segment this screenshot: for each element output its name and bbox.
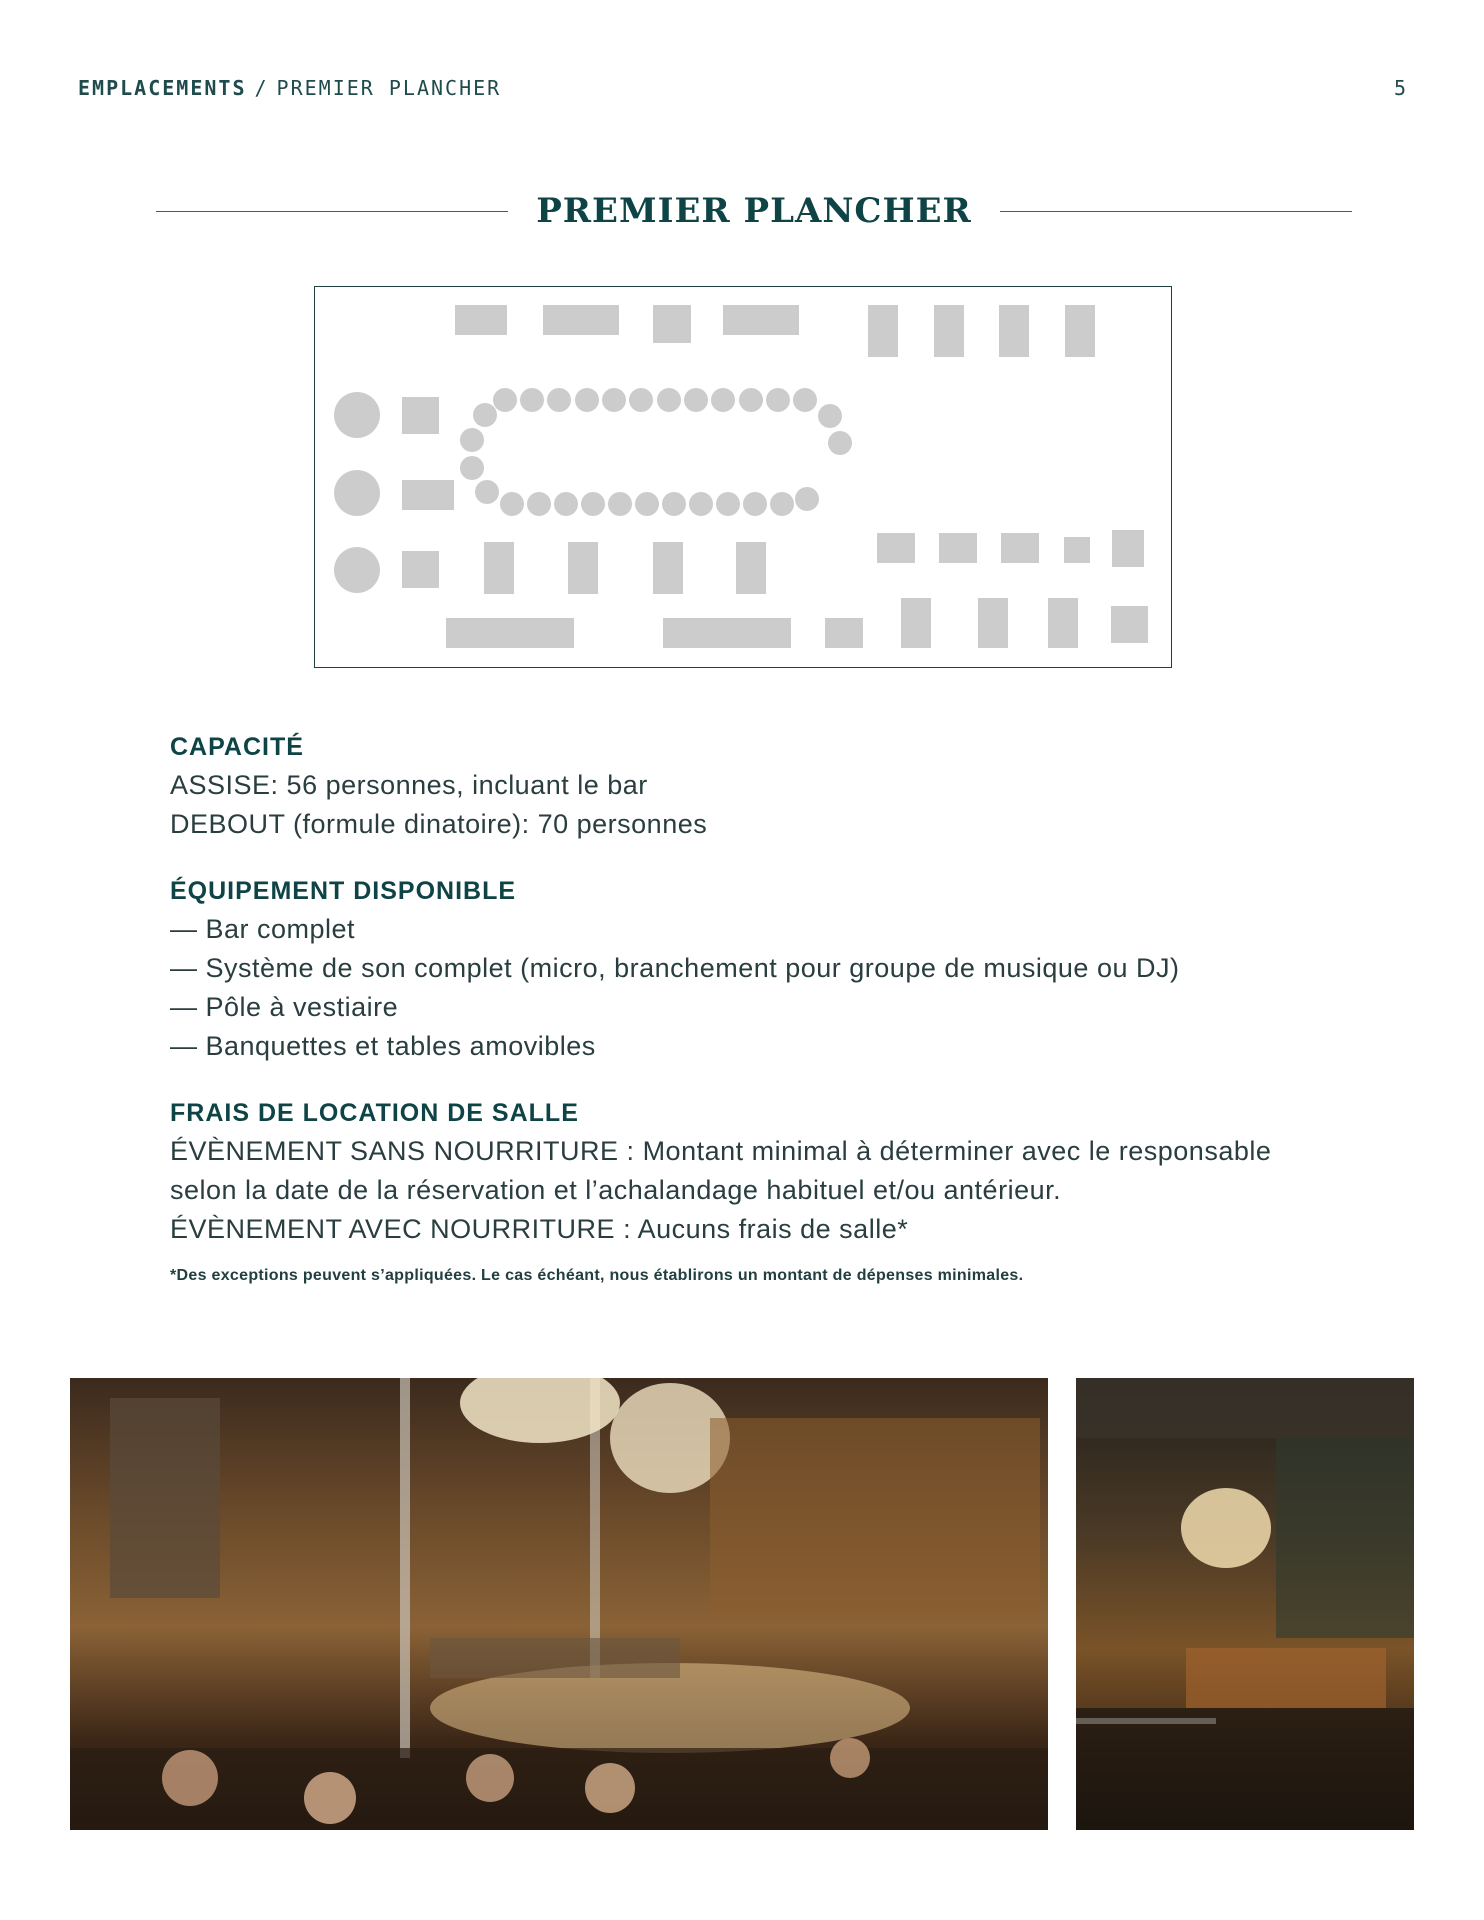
page-title: PREMIER PLANCHER [536, 191, 972, 231]
table [653, 305, 691, 343]
restaurant-photo-secondary-image [1076, 1378, 1414, 1830]
restaurant-photo-main-image [70, 1378, 1048, 1830]
bar-stool [629, 388, 653, 412]
equipment-item: — Bar complet [170, 914, 356, 944]
capacity-section [170, 728, 1370, 844]
title-bar [156, 186, 1352, 236]
table [723, 305, 799, 335]
table [484, 542, 514, 594]
restaurant-photo-main [70, 1378, 1048, 1830]
equipment-item: — Système de son complet (micro, branchement pour groupe de musique ou DJ) [170, 953, 1180, 983]
floor-plan-drawing [315, 287, 1170, 666]
table [868, 305, 898, 357]
bar-stool [575, 388, 599, 412]
table [1112, 530, 1144, 567]
table [825, 618, 863, 648]
bar-stool [684, 388, 708, 412]
breadcrumb-subsection: PREMIER PLANCHER [276, 76, 502, 100]
bar-stool [795, 487, 819, 511]
round-table [334, 392, 380, 438]
bar-stool [500, 492, 524, 516]
equipment-heading: ÉQUIPEMENT DISPONIBLE [170, 877, 517, 905]
equipment-item: — Banquettes et tables amovibles [170, 1031, 596, 1061]
info-content [170, 728, 1370, 1285]
capacity-line: DEBOUT (formule dinatoire): 70 personnes [170, 809, 708, 839]
table [978, 598, 1008, 648]
bar-stool [657, 388, 681, 412]
breadcrumb-section: EMPLACEMENTS [78, 76, 247, 100]
bar-stool [739, 388, 763, 412]
bar-stool [793, 388, 817, 412]
fees-line: ÉVÈNEMENT SANS NOURRITURE : Montant minimal à déterminer avec le responsable [170, 1136, 1272, 1166]
bar-stool [608, 492, 632, 516]
capacity-heading: CAPACITÉ [170, 733, 304, 761]
table [736, 542, 766, 594]
bar-stool [716, 492, 740, 516]
bar-stool [520, 388, 544, 412]
bar-stool [547, 388, 571, 412]
bar-stool [473, 403, 497, 427]
bar-stool [689, 492, 713, 516]
bar-stool [766, 388, 790, 412]
bar-stool [828, 431, 852, 455]
round-table [334, 547, 380, 593]
table [402, 480, 454, 510]
fees-section [170, 1094, 1370, 1249]
table [543, 305, 619, 335]
table [1001, 533, 1039, 563]
breadcrumb [78, 76, 501, 100]
restaurant-photo-secondary [1076, 1378, 1414, 1830]
bar-stool [460, 456, 484, 480]
table [901, 598, 931, 648]
bar-stool [770, 492, 794, 516]
title-rule-right [1000, 211, 1352, 212]
bar-stool [743, 492, 767, 516]
bar-stool [818, 404, 842, 428]
table [877, 533, 915, 563]
table [653, 542, 683, 594]
bar-stool [475, 480, 499, 504]
bar-stool [493, 388, 517, 412]
bar-stool [460, 428, 484, 452]
bar-stool [662, 492, 686, 516]
bar-stool [602, 388, 626, 412]
table [939, 533, 977, 563]
equipment-section [170, 872, 1370, 1066]
capacity-line: ASSISE: 56 personnes, incluant le bar [170, 770, 648, 800]
breadcrumb-separator: / [254, 76, 269, 100]
banquette [446, 618, 574, 648]
table [402, 551, 439, 588]
bar-stool [527, 492, 551, 516]
floor-plan [314, 286, 1172, 668]
footnote: *Des exceptions peuvent s’appliquées. Le cas échéant, nous établirons un montant de dépenses minimales. [170, 1267, 1024, 1284]
bar-stool [711, 388, 735, 412]
title-rule-left [156, 211, 508, 212]
round-table [334, 470, 380, 516]
table [402, 397, 439, 434]
equipment-item: — Pôle à vestiaire [170, 992, 399, 1022]
bar-stool [554, 492, 578, 516]
table [568, 542, 598, 594]
table [1064, 537, 1090, 563]
banquette [663, 618, 791, 648]
table [1065, 305, 1095, 357]
table [1048, 598, 1078, 648]
fees-line: ÉVÈNEMENT AVEC NOURRITURE : Aucuns frais de salle* [170, 1214, 909, 1244]
fees-line: selon la date de la réservation et l’achalandage habituel et/ou antérieur. [170, 1175, 1062, 1205]
table [1111, 606, 1148, 643]
bar-stool [581, 492, 605, 516]
page-number: 5 [1393, 76, 1406, 100]
fees-heading: FRAIS DE LOCATION DE SALLE [170, 1099, 579, 1127]
table [455, 305, 507, 335]
bar-stool [635, 492, 659, 516]
table [999, 305, 1029, 357]
table [934, 305, 964, 357]
